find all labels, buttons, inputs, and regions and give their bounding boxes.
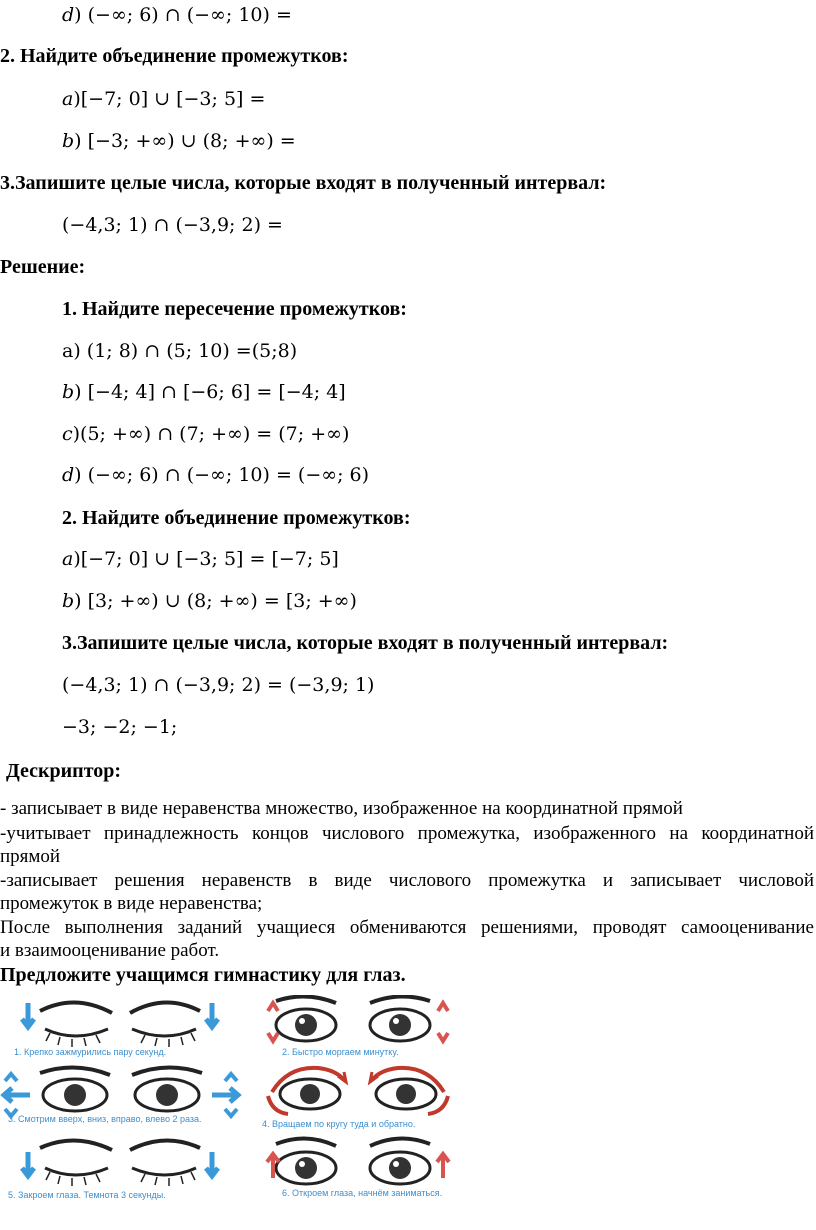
descriptor-item-2-cont: прямой bbox=[0, 846, 61, 867]
eye-gymnastics-heading: Предложите учащимся гимнастику для глаз. bbox=[0, 964, 406, 986]
solution1-a: а) (1; 8) ∩ (5; 10) =(5;8) bbox=[62, 340, 298, 362]
descriptor-item-1: - записывает в виде неравенства множество, изображенное на координатной прямой bbox=[0, 798, 683, 819]
exercise-caption-4: 4. Вращаем по кругу туда и обратно. bbox=[262, 1119, 416, 1129]
after-tasks-text: После выполнения заданий учащиеся обмениваются решениями, проводят самооценивание bbox=[0, 917, 814, 938]
exercise-panel-2 bbox=[258, 995, 458, 1060]
solution2-heading: 2. Найдите объединение промежутков: bbox=[62, 507, 411, 529]
exercise-caption-2: 2. Быстро моргаем минутку. bbox=[282, 1047, 399, 1057]
looking-directions-eyes-icon bbox=[0, 1065, 245, 1120]
solution1-d: 𝑑) (−∞; 6) ∩ (−∞; 10) = (−∞; 6) bbox=[62, 464, 370, 486]
task3-heading: 3.Запишите целые числа, которые входят в полученный интервал: bbox=[0, 172, 607, 194]
exercise-panel-4 bbox=[258, 1062, 458, 1132]
task3-expression: (−4,3; 1) ∩ (−3,9; 2) = bbox=[62, 214, 283, 236]
solution3-answer: −3; −2; −1; bbox=[62, 716, 178, 738]
task2-heading: 2. Найдите объединение промежутков: bbox=[0, 45, 349, 67]
exercise-panel-1 bbox=[0, 995, 245, 1060]
task1-d-line: 𝑑) (−∞; 6) ∩ (−∞; 10) = bbox=[62, 4, 292, 26]
closed-eyes-icon bbox=[0, 995, 245, 1050]
after-tasks-text-cont: и взаимооценивание работ. bbox=[0, 940, 220, 961]
solution2-b: 𝑏) [3; +∞) ∪ (8; +∞) = [3; +∞) bbox=[62, 590, 357, 612]
descriptor-heading: Дескриптор: bbox=[6, 760, 122, 782]
exercise-panel-5 bbox=[0, 1134, 245, 1204]
descriptor-item-3-cont: промежуток в виде неравенства; bbox=[0, 893, 263, 914]
task2-a-line: 𝑎)[−7; 0] ∪ [−3; 5] = bbox=[62, 88, 266, 110]
rotating-eyes-icon bbox=[258, 1062, 458, 1120]
exercise-caption-1: 1. Крепко зажмурились пару секунд. bbox=[14, 1047, 167, 1057]
task2-b-line: 𝑏) [−3; +∞) ∪ (8; +∞) = bbox=[62, 130, 296, 152]
solution3-expression: (−4,3; 1) ∩ (−3,9; 2) = (−3,9; 1) bbox=[62, 674, 375, 696]
descriptor-item-2: -учитывает принадлежность концов числового промежутка, изображенного на координатной bbox=[0, 823, 814, 844]
solution1-c: 𝑐)(5; +∞) ∩ (7; +∞) = (7; +∞) bbox=[62, 423, 350, 445]
exercise-caption-5: 5. Закроем глаза. Темнота 3 секунды. bbox=[8, 1190, 166, 1200]
solution2-a: 𝑎)[−7; 0] ∪ [−3; 5] = [−7; 5] bbox=[62, 548, 339, 570]
exercise-caption-3: 3. Смотрим вверх, вниз, вправо, влево 2 раза. bbox=[8, 1114, 202, 1124]
blinking-eyes-icon bbox=[258, 995, 458, 1050]
solution1-b: 𝑏) [−4; 4] ∩ [−6; 6] = [−4; 4] bbox=[62, 381, 346, 403]
solution-heading: Решение: bbox=[0, 256, 86, 278]
exercise-panel-6 bbox=[258, 1134, 458, 1204]
exercise-panel-3 bbox=[0, 1065, 245, 1130]
exercise-caption-6: 6. Откроем глаза, начнём заниматься. bbox=[282, 1188, 443, 1198]
descriptor-item-3: -записывает решения неравенств в виде числового промежутка и записывает числовой bbox=[0, 870, 814, 891]
solution1-heading: 1. Найдите пересечение промежутков: bbox=[62, 298, 407, 320]
open-eyes-icon bbox=[258, 1134, 458, 1192]
closed-eyes-dark-icon bbox=[0, 1134, 245, 1192]
solution3-heading: 3.Запишите целые числа, которые входят в полученный интервал: bbox=[62, 632, 669, 654]
